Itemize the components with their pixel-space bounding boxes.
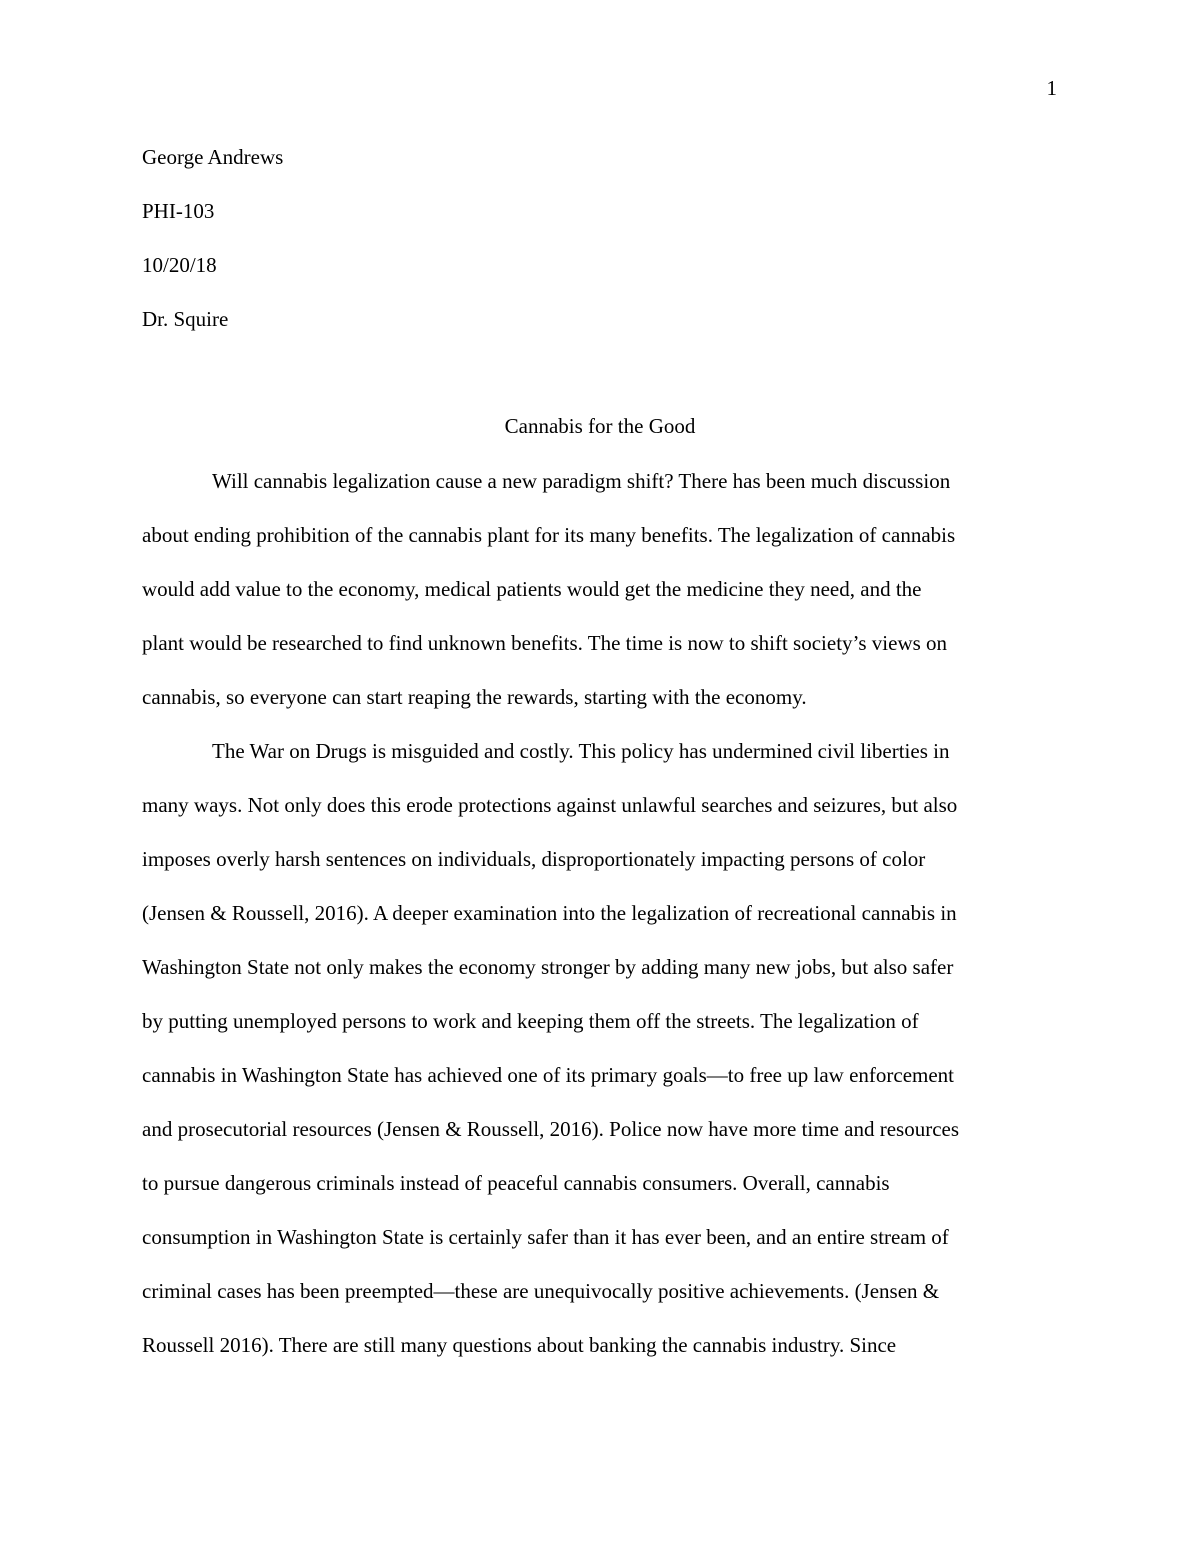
paragraph-line: would add value to the economy, medical patients would get the medicine they need, and the	[142, 577, 922, 601]
author-name: George Andrews	[142, 145, 284, 169]
paragraph-line: imposes overly harsh sentences on individuals, disproportionately impacting persons of color	[142, 847, 926, 871]
course-code: PHI-103	[142, 199, 215, 223]
paragraph-line: Washington State not only makes the economy stronger by adding many new jobs, but also safer	[142, 955, 954, 979]
paragraph-line: Roussell 2016). There are still many questions about banking the cannabis industry. Since	[142, 1333, 897, 1357]
paragraph-line: cannabis, so everyone can start reaping the rewards, starting with the economy.	[142, 685, 807, 709]
paragraph-line: by putting unemployed persons to work and keeping them off the streets. The legalization of	[142, 1009, 919, 1033]
paragraph-line: plant would be researched to find unknown benefits. The time is now to shift society’s views on	[142, 631, 948, 655]
paragraph-line: cannabis in Washington State has achieved one of its primary goals—to free up law enforcement	[142, 1063, 955, 1087]
paragraph-line: many ways. Not only does this erode protections against unlawful searches and seizures, but also	[142, 793, 958, 817]
paragraph-line: criminal cases has been preempted—these are unequivocally positive achievements. (Jensen &	[142, 1279, 940, 1303]
paragraph-line: The War on Drugs is misguided and costly. This policy has undermined civil liberties in	[212, 739, 950, 763]
paragraph-line: about ending prohibition of the cannabis plant for its many benefits. The legalization of cannabis	[142, 523, 956, 547]
paragraph-line: consumption in Washington State is certainly safer than it has ever been, and an entire stream of	[142, 1225, 949, 1249]
page-number: 1	[1046, 76, 1057, 100]
paragraph-line: Will cannabis legalization cause a new paradigm shift? There has been much discussion	[212, 469, 951, 493]
paper-title: Cannabis for the Good	[504, 414, 696, 438]
date: 10/20/18	[142, 253, 217, 277]
paragraph-line: and prosecutorial resources (Jensen & Roussell, 2016). Police now have more time and resources	[142, 1117, 960, 1141]
instructor-name: Dr. Squire	[142, 307, 229, 331]
paragraph-line: (Jensen & Roussell, 2016). A deeper examination into the legalization of recreational cannabis in	[142, 901, 957, 925]
paragraph-line: to pursue dangerous criminals instead of peaceful cannabis consumers. Overall, cannabis	[142, 1171, 890, 1195]
